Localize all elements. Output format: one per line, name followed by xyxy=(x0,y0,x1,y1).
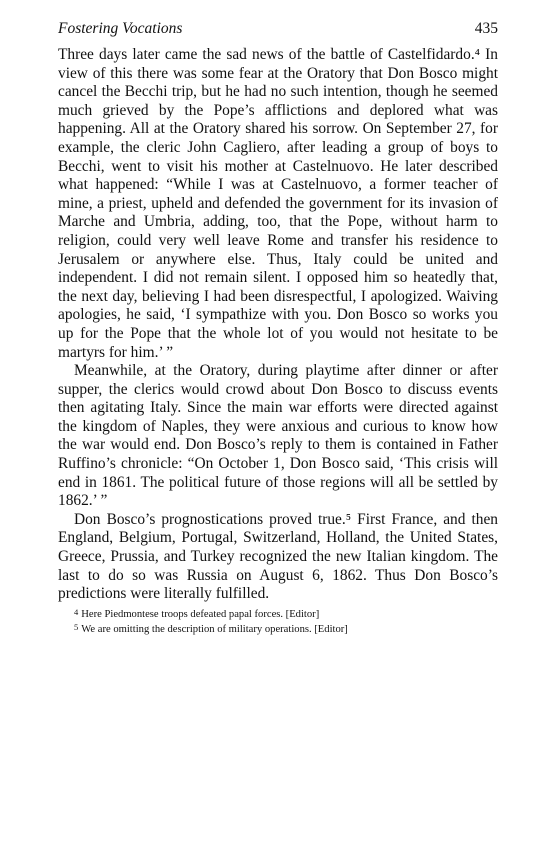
page-number: 435 xyxy=(474,20,498,37)
book-page xyxy=(58,20,498,636)
running-head xyxy=(58,20,498,46)
footnote xyxy=(74,606,498,621)
running-title: Fostering Vocations xyxy=(58,20,183,37)
footnote xyxy=(74,621,498,636)
body-text xyxy=(58,46,498,604)
paragraph: Three days later came the sad news of the battle of Castelfidardo.⁴ In view of this there was some fear at the Oratory that Don Bosco might cancel the Becchi trip, but he had no such intention, though he seemed much grieved by the Pope’s afflictions and deplored what was happening. All at the Oratory shared his sorrow. On September 27, for example, the cleric John Cagliero, after leading a group of boys to Becchi, went to visit his mother at Castelnuovo. He later described what happened: “While I was at Castelnuovo, a former teacher of mine, a priest, upheld and defended the government for its invasion of Marche and Umbria, adding, too, that the Pope, without harm to religion, could very well leave Rome and transfer his residence to Jerusalem or anywhere else. Thus, Italy could be united and independent. I did not remain silent. I opposed him so heatedly that, the next day, believing I had been disrespectful, I apologized. Waiving apologies, he said, ‘I sympathize with you. Don Bosco so works you up for the Pope that the whole lot of you would not hesitate to be martyrs for him.’ ” xyxy=(58,46,498,361)
paragraph: Meanwhile, at the Oratory, during playtime after dinner or after supper, the clerics would crowd about Don Bosco to discuss events then agitating Italy. Since the main war efforts were directed against the kingdom of Naples, they were anxious and curious to know how the war would end. Don Bosco’s reply to them is contained in Father Ruffino’s chronicle: “On October 1, Don Bosco said, ‘This crisis will end in 1861. The political future of those regions will all be settled by 1862.’ ” xyxy=(58,362,498,510)
footnote-text: We are omitting the description of military operations. [Editor] xyxy=(81,624,348,636)
footnote-text: Here Piedmontese troops defeated papal forces. [Editor] xyxy=(81,608,320,620)
footnote-mark: 5 xyxy=(74,622,79,633)
paragraph: Don Bosco’s prognostications proved true.⁵ First France, and then England, Belgium, Portugal, Switzerland, Holland, the United States, Greece, Prussia, and Turkey recognized the new Italian kingdom. The last to do so was Russia on August 6, 1862. Thus Don Bosco’s predictions were literally fulfilled. xyxy=(58,510,498,603)
footnotes xyxy=(58,606,498,636)
footnote-mark: 4 xyxy=(74,606,79,617)
